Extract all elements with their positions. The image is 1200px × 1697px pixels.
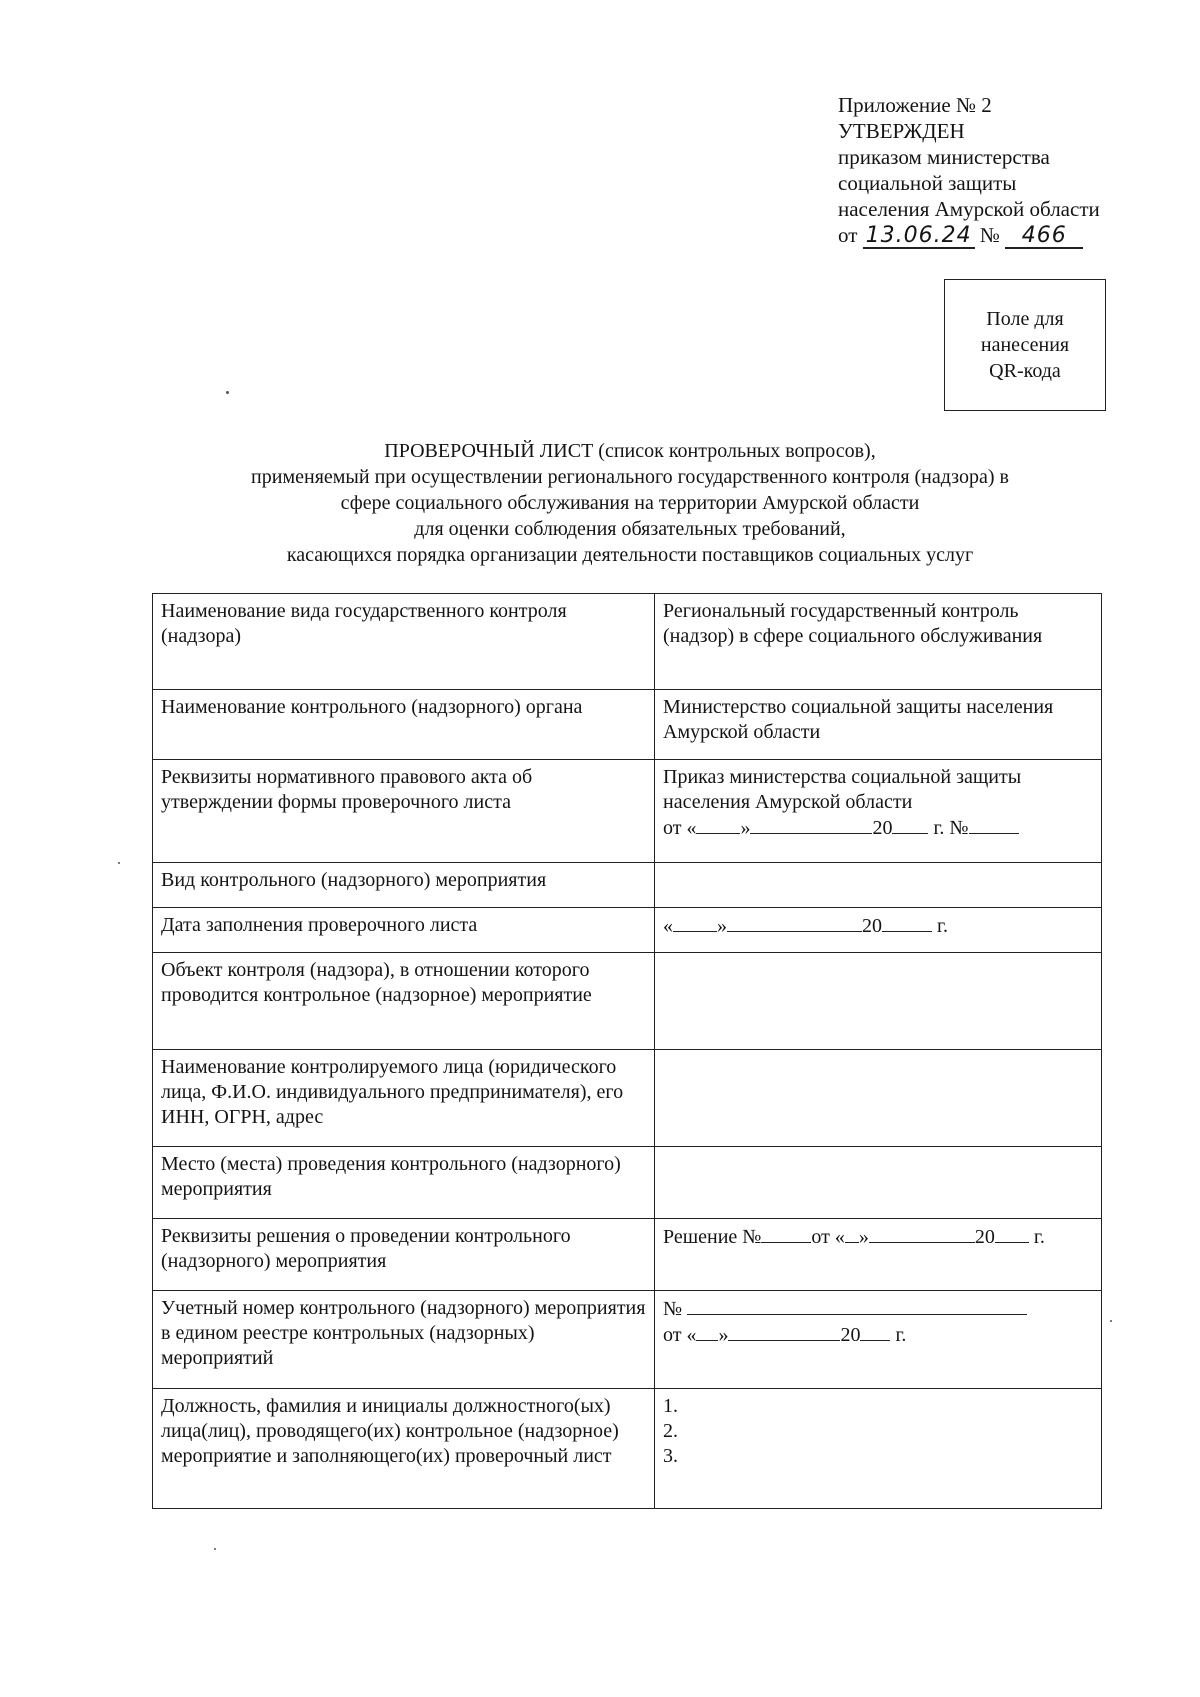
scan-speck (1110, 1320, 1112, 1322)
table-row (153, 690, 1102, 760)
qr-line-2: нанесения (980, 334, 1070, 356)
table-row (153, 594, 1102, 690)
year-blank[interactable] (892, 815, 928, 834)
row-label: Наименование контрольного (надзорного) органа (153, 690, 655, 760)
checklist-details-table (152, 593, 1102, 1509)
quote-open: « (686, 1324, 697, 1346)
quote-open: « (834, 1226, 845, 1248)
row-label: Реквизиты нормативного правового акта об утверждении формы проверочного листа (153, 760, 655, 863)
quote-close: » (740, 817, 751, 839)
day-blank[interactable] (673, 913, 717, 932)
from-label: от (811, 1226, 830, 1248)
day-blank[interactable] (696, 1322, 718, 1341)
number-prefix: № (979, 223, 1000, 247)
table-row (153, 1050, 1102, 1147)
row-value: Министерство социальной защиты населения Амурской области (655, 690, 1102, 760)
year-prefix: 20 (862, 915, 882, 937)
row-value[interactable] (655, 863, 1102, 908)
day-blank[interactable] (845, 1224, 859, 1243)
table-row (153, 1147, 1102, 1219)
quote-close: » (718, 1324, 729, 1346)
year-blank[interactable] (860, 1322, 890, 1341)
quote-close: » (858, 1226, 869, 1248)
table-row (153, 1219, 1102, 1291)
table-row (153, 760, 1102, 863)
number-label: № (663, 1298, 683, 1320)
row-label: Дата заполнения проверочного листа (153, 908, 655, 953)
handwritten-number: 466 (1005, 225, 1083, 249)
row-value (655, 908, 1102, 953)
row-value (655, 1389, 1102, 1509)
month-blank[interactable] (728, 1322, 840, 1341)
document-title (150, 438, 1110, 568)
row-label: Наименование вида государственного контроля (надзора) (153, 594, 655, 690)
approval-region-line: населения Амурской области (838, 197, 1100, 221)
year-prefix: 20 (840, 1324, 861, 1346)
year-blank[interactable] (882, 913, 932, 932)
month-blank[interactable] (750, 815, 872, 834)
official-item: 1. (663, 1395, 678, 1417)
official-item: 3. (663, 1445, 678, 1467)
scan-speck (214, 1548, 216, 1550)
row-label: Должность, фамилия и инициалы должностного(ых) лица(лиц), проводящего(их) контрольное (надзорное) мероприятие и заполняющего(их) проверочный лист (153, 1389, 655, 1509)
table-row (153, 953, 1102, 1050)
decision-number-blank[interactable] (761, 1224, 811, 1243)
year-suffix: г. № (933, 817, 969, 839)
row-value[interactable] (655, 1050, 1102, 1147)
year-prefix: 20 (872, 817, 893, 839)
from-label: от (663, 817, 682, 839)
row-label: Наименование контролируемого лица (юридического лица, Ф.И.О. индивидуального предпринимателя), его ИНН, ОГРН, адрес (153, 1050, 655, 1147)
title-line-4: для оценки соблюдения обязательных требований, (414, 518, 846, 540)
appendix-label: Приложение № 2 (838, 93, 992, 117)
row-value (655, 760, 1102, 863)
row-value: Региональный государственный контроль (надзор) в сфере социального обслуживания (655, 594, 1102, 690)
title-line-3: сфере социального обслуживания на территории Амурской области (340, 492, 920, 514)
title-line-5: касающихся порядка организации деятельности поставщиков социальных услуг (286, 544, 974, 566)
year-suffix: г. (1033, 1226, 1045, 1248)
qr-line-3: QR-кода (989, 360, 1061, 382)
year-prefix: 20 (974, 1226, 995, 1248)
quote-open: « (686, 817, 697, 839)
row-label: Реквизиты решения о проведении контрольного (надзорного) мероприятия (153, 1219, 655, 1291)
handwritten-date: 13.06.24 (863, 225, 975, 249)
title-line-1: ПРОВЕРОЧНЫЙ ЛИСТ (список контрольных вопросов), (384, 440, 876, 462)
quote-close: » (717, 915, 727, 937)
table-row (153, 908, 1102, 953)
act-name: Приказ министерства социальной защиты населения Амурской области (663, 766, 1022, 813)
decision-label: Решение № (663, 1226, 762, 1248)
row-value[interactable] (655, 1147, 1102, 1219)
qr-line-1: Поле для (986, 308, 1064, 330)
year-blank[interactable] (995, 1224, 1029, 1243)
qr-code-field (944, 279, 1106, 411)
table-row (153, 1389, 1102, 1509)
row-value (655, 1219, 1102, 1291)
date-prefix: от (838, 223, 858, 247)
row-label: Место (места) проведения контрольного (надзорного) мероприятия (153, 1147, 655, 1219)
approval-ministry-line: социальной защиты (838, 171, 1017, 195)
row-label: Вид контрольного (надзорного) мероприятия (153, 863, 655, 908)
approval-date-line (838, 222, 1178, 249)
scan-speck (118, 862, 120, 864)
registry-number-blank[interactable] (687, 1296, 1027, 1315)
day-blank[interactable] (696, 815, 740, 834)
scan-speck (226, 391, 229, 394)
approval-order-line: приказом министерства (838, 145, 1050, 169)
table-row (153, 863, 1102, 908)
year-suffix: г. (937, 915, 948, 937)
act-number-blank[interactable] (969, 815, 1019, 834)
quote-open: « (663, 915, 673, 937)
row-value (655, 1291, 1102, 1389)
official-item: 2. (663, 1420, 678, 1442)
row-label: Объект контроля (надзора), в отношении которого проводится контрольное (надзорное) мероприятие (153, 953, 655, 1050)
approval-block (838, 92, 1178, 249)
approved-label: УТВЕРЖДЕН (838, 119, 965, 143)
from-label: от (663, 1324, 682, 1346)
row-value[interactable] (655, 953, 1102, 1050)
row-label: Учетный номер контрольного (надзорного) мероприятия в едином реестре контрольных (надзорных) мероприятий (153, 1291, 655, 1389)
month-blank[interactable] (869, 1224, 975, 1243)
table-row (153, 1291, 1102, 1389)
month-blank[interactable] (727, 913, 862, 932)
year-suffix: г. (895, 1324, 907, 1346)
title-line-2: применяемый при осуществлении регионального государственного контроля (надзора) в (251, 466, 1009, 488)
